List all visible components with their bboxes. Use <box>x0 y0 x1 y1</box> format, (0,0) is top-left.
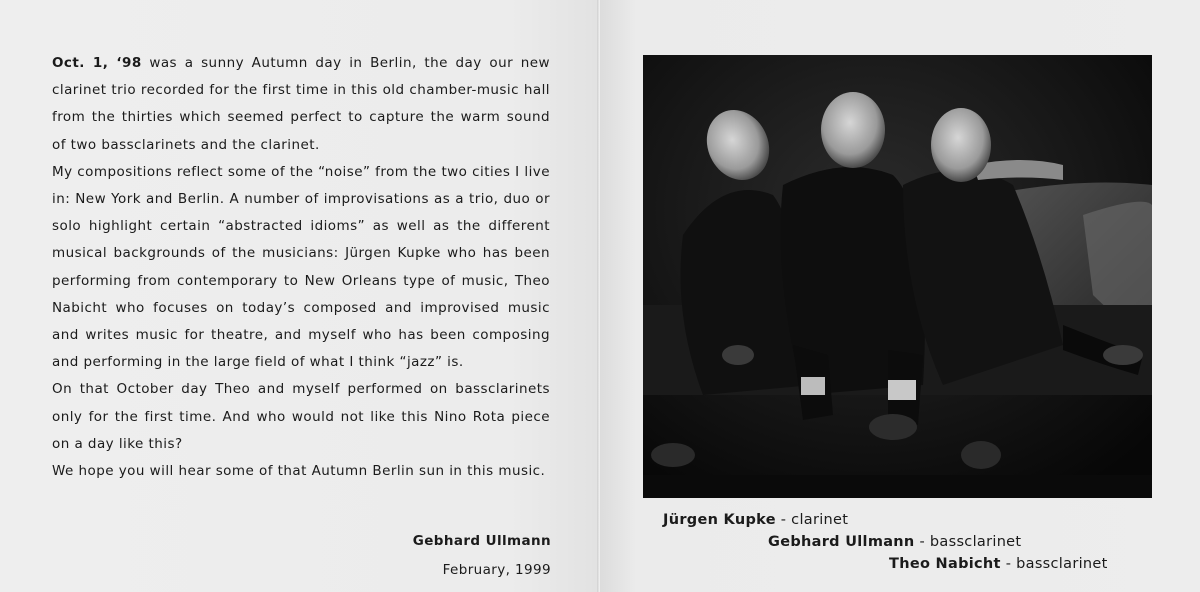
trio-photo <box>643 55 1152 498</box>
paragraph-1-text: was a sunny Autumn day in Berlin, the day our new clarinet trio recorded for the first time in this old chamber-music hall from the thirties which seemed perfect to capture the warm sound of two bassclarinets and the clarinet. <box>52 55 550 153</box>
recording-date: Oct. 1, ‘98 <box>52 55 142 71</box>
signature-block <box>413 527 551 585</box>
musician-role: - clarinet <box>775 512 849 528</box>
musician-role: - bassclarinet <box>914 534 1022 550</box>
musician-name: Gebhard Ullmann <box>768 534 915 550</box>
paragraph-3: On that October day Theo and myself performed on bassclarinets only for the first time. And who would not like this Nino Rota piece on a day like this? <box>52 381 550 452</box>
musician-credits <box>600 508 1200 588</box>
paragraph-1 <box>52 50 550 159</box>
musician-name: Jürgen Kupke <box>663 512 776 528</box>
credit-line <box>889 556 1108 572</box>
musician-role: - bassclarinet <box>1000 556 1108 572</box>
paragraph-2: My compositions reflect some of the “noise” from the two cities I live in: New York and Berlin. A number of improvisations as a trio, duo or solo highlight certain “abstracted idioms” as well as the different musical backgrounds of the musicians: Jürgen Kupke who has been performing from contemporary to New Orleans type of music, Theo Nabicht who focuses on today’s composed and improvised music and writes music for theatre, and myself who has been composing and performing in the large field of what I think “jazz” is. <box>52 163 550 371</box>
paragraph-4: We hope you will hear some of that Autumn Berlin sun in this music. <box>52 463 546 480</box>
signature-date: February, 1999 <box>442 562 551 578</box>
credit-line <box>768 534 1021 550</box>
signature-name: Gebhard Ullmann <box>412 533 551 549</box>
musician-name: Theo Nabicht <box>889 556 1001 572</box>
liner-notes-text <box>52 50 550 485</box>
page-fold <box>597 0 600 592</box>
trio-photo-image <box>643 55 1152 498</box>
credit-line <box>663 512 848 528</box>
